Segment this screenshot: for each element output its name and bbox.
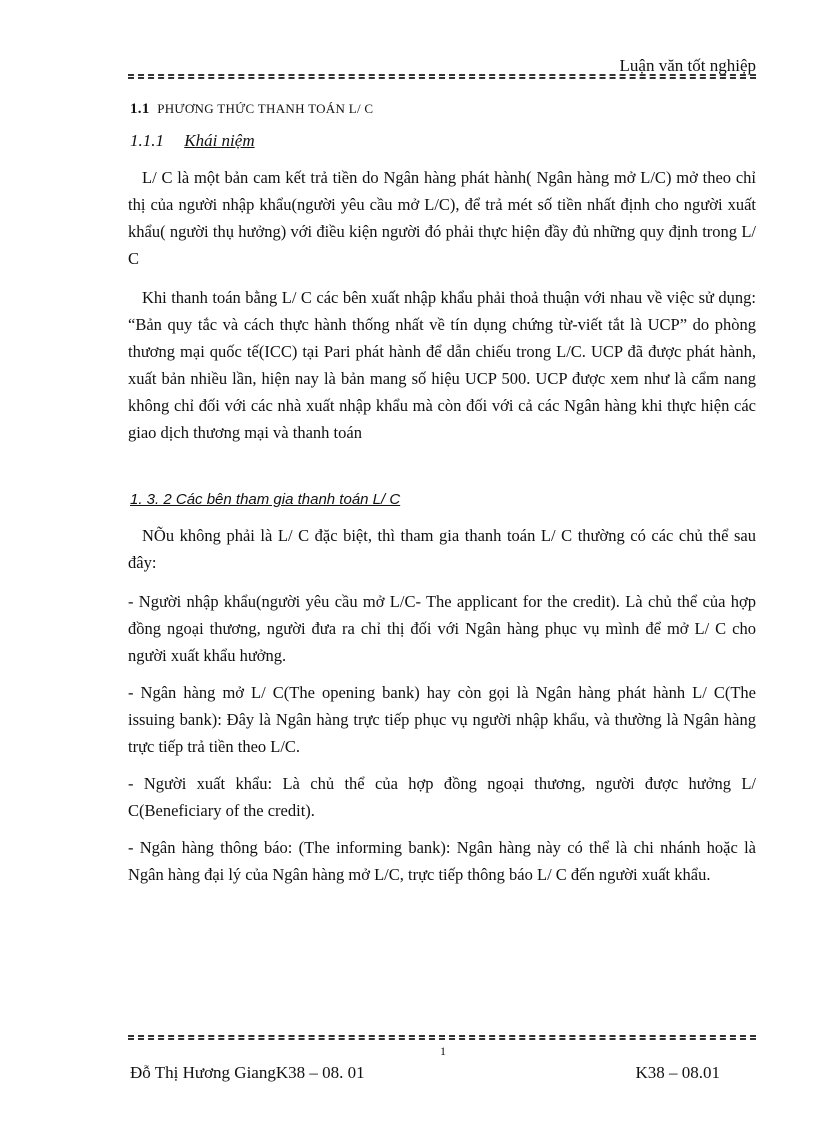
paragraph-parties-intro: NÕu không phải là L/ C đặc biệt, thì tham gia thanh toán L/ C thường có các chủ thể sau đây: <box>128 526 756 572</box>
page-number: 1 <box>440 1044 446 1058</box>
section-number: 1.1 <box>130 101 150 117</box>
paragraph-definition: L/ C là một bản cam kết trả tiền do Ngân hàng phát hành( Ngân hàng mở L/C) mở theo chỉ thị của người nhập khẩu(người yêu cầu mở L/C), để trả mét số tiền nhất định cho người xuất khẩu( người thụ hưởng) với điều kiện người đó phải thực hiện đầy đủ những quy định trong L/ C <box>128 168 756 268</box>
subsection-title: Khái niệm <box>184 131 255 150</box>
subsection-heading <box>130 131 255 151</box>
section-heading <box>130 101 373 118</box>
footer-rule <box>128 1035 756 1040</box>
running-header: Luận văn tốt nghiệp <box>619 56 756 75</box>
footer-class-code: K38 – 08.01 <box>635 1063 720 1082</box>
paragraph-informing-bank: - Ngân hàng thông báo: (The informing bank): Ngân hàng này có thể là chi nhánh hoặc là Ngân hàng đại lý của Ngân hàng mở L/C, trực tiếp thông báo L/ C đến người xuất khẩu. <box>128 838 756 884</box>
paragraph-opening-bank: - Ngân hàng mở L/ C(The opening bank) hay còn gọi là Ngân hàng phát hành L/ C(The issuing bank): Đây là Ngân hàng trực tiếp phục vụ người nhập khẩu, và thường là Ngân hàng trực tiếp trả tiền theo L/C. <box>128 683 756 756</box>
subsection-heading-parties: 1. 3. 2 Các bên tham gia thanh toán L/ C <box>130 491 401 508</box>
section-title: PHƯƠNG THỨC THANH TOÁN L/ C <box>157 101 374 116</box>
header-rule <box>128 74 756 79</box>
paragraph-importer: - Người nhập khẩu(người yêu cầu mở L/C- The applicant for the credit). Là chủ thể của hợp đồng ngoại thương, người đưa ra chỉ thị đối với Ngân hàng phục vụ mình để mở L/ C cho người xuất khẩu hưởng. <box>128 592 756 665</box>
paragraph-ucp: Khi thanh toán bằng L/ C các bên xuất nhập khẩu phải thoả thuận với nhau về việc sử dụng: “Bản quy tắc và cách thực hành thống nhất về tín dụng chứng từ-viết tắt là UCP” do phòng thương mại quốc tế(ICC) tại Pari phát hành để dẫn chiếu trong L/C. UCP đã được phát hành, xuất bản nhiều lần, hiện nay là bản mang số hiệu UCP 500. UCP được xem như là cẩm nang không chỉ đối với các nhà xuất nhập khẩu mà còn đối với cả các Ngân hàng khi thực hiện các giao dịch thương mại và thanh toán <box>128 288 756 442</box>
paragraph-exporter: - Người xuất khẩu: Là chủ thể của hợp đồng ngoại thương, người được hưởng L/ C(Beneficiary of the credit). <box>128 774 756 820</box>
subsection-number: 1.1.1 <box>130 131 164 150</box>
footer-author: Đỗ Thị Hương GiangK38 – 08. 01 <box>130 1063 365 1082</box>
